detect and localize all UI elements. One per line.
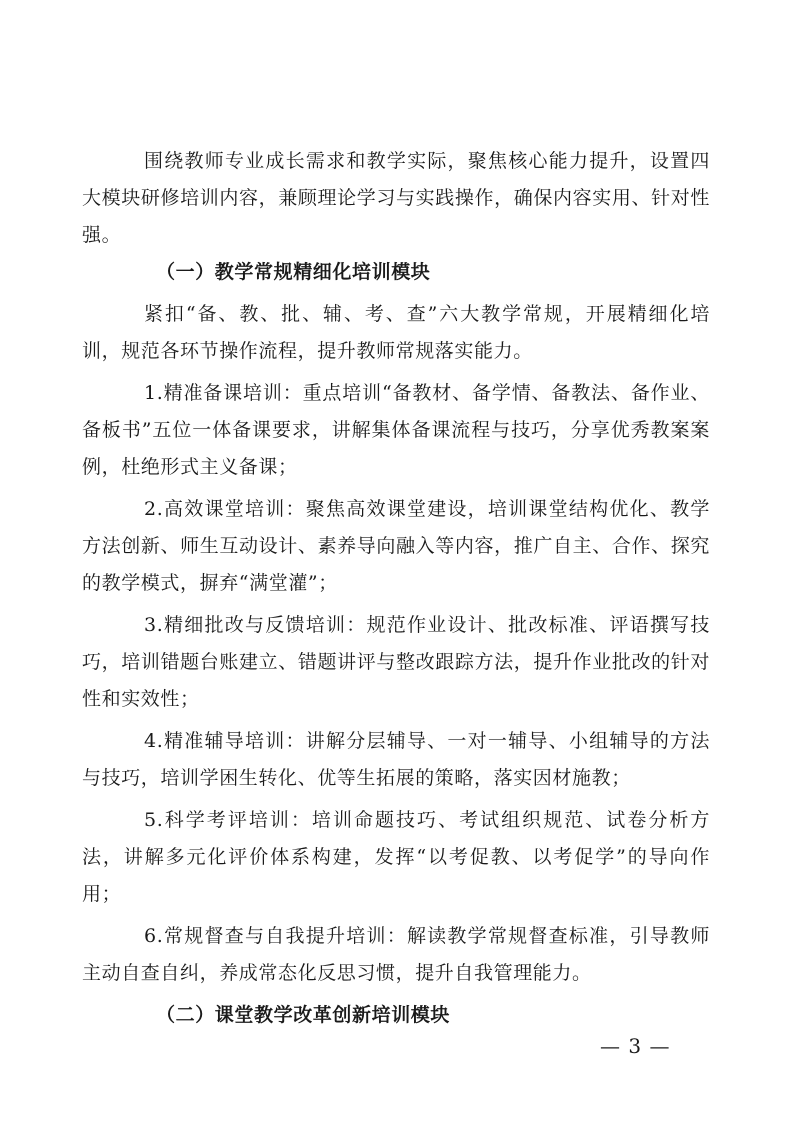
list-item-1: 1.精准备课培训：重点培训“备教材、备学情、备教法、备作业、备板书”五位一体备课要求，讲解集体备课流程与技巧，分享优秀教案案例，杜绝形式主义备课；: [82, 382, 710, 478]
list-item-5: 5.科学考评培训：培训命题技巧、考试组织规范、试卷分析方法，讲解多元化评价体系构建，发挥“以考促教、以考促学”的导向作用；: [82, 809, 710, 905]
page-number: — 3 —: [600, 1034, 671, 1058]
list-item-6: 6.常规督查与自我提升培训：解读教学常规督查标准，引导教师主动自查自纠，养成常态化反思习惯，提升自我管理能力。: [82, 925, 710, 984]
list-item-4: 4.精准辅导培训：讲解分层辅导、一对一辅导、小组辅导的方法与技巧，培训学困生转化、优等生拓展的策略，落实因材施教；: [82, 730, 710, 789]
intro-paragraph: 围绕教师专业成长需求和教学实际，聚焦核心能力提升，设置四大模块研修培训内容，兼顾理论学习与实践操作，确保内容实用、针对性强。: [82, 150, 710, 246]
document-body: [82, 143, 710, 1034]
section-1-lead-paragraph: 紧扣“备、教、批、辅、考、查”六大教学常规，开展精细化培训，规范各环节操作流程，提升教师常规落实能力。: [82, 303, 710, 362]
section-heading-1: （一）教学常规精细化培训模块: [156, 261, 431, 283]
list-item-3: 3.精细批改与反馈培训：规范作业设计、批改标准、评语撰写技巧，培训错题台账建立、错题讲评与整改跟踪方法，提升作业批改的针对性和实效性；: [82, 614, 710, 710]
section-heading-2: （二）课堂教学改革创新培训模块: [156, 1004, 451, 1026]
list-item-2: 2.高效课堂培训：聚焦高效课堂建设，培训课堂结构优化、教学方法创新、师生互动设计、素养导向融入等内容，推广自主、合作、探究的教学模式，摒弃“满堂灌”；: [82, 498, 710, 594]
